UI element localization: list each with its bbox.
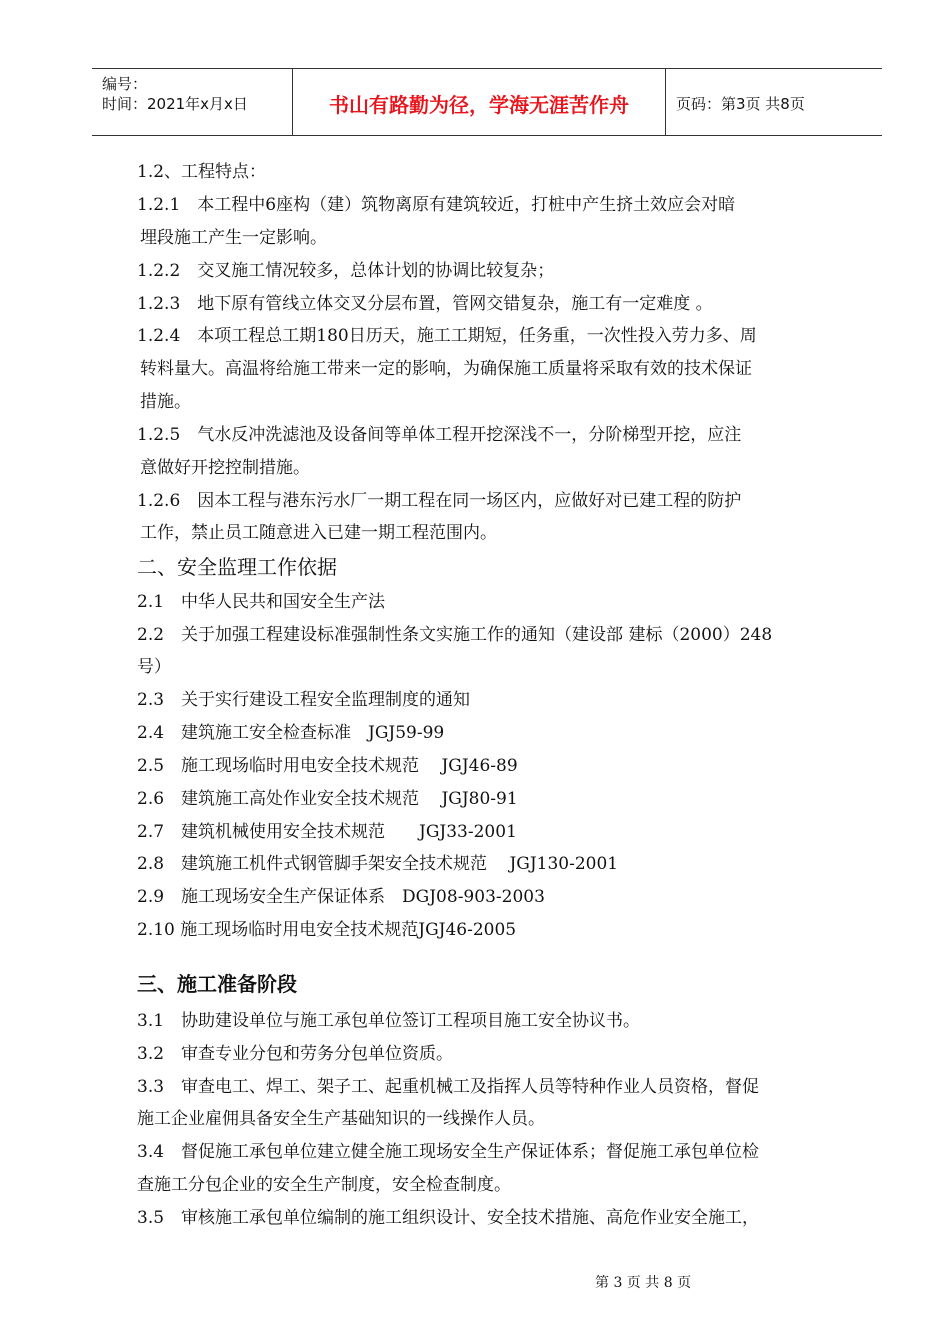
paragraph-1-2-3: 1.2.3 地下原有管线立体交叉分层布置，管网交错复杂，施工有一定难度 。: [137, 294, 713, 314]
paragraph-1-2-4-line-2: 转料量大。高温将给施工带来一定的影响，为确保施工质量将采取有效的技术保证: [140, 359, 752, 379]
item-2-8: 2.8 建筑施工机件式钢管脚手架安全技术规范 JGJ130-2001: [137, 854, 619, 874]
paragraph-1-2-6-line-2: 工作，禁止员工随意进入已建一期工程范围内。: [140, 523, 497, 543]
item-2-3: 2.3 关于实行建设工程安全监理制度的通知: [137, 690, 471, 710]
header-page-cell: [666, 69, 882, 135]
item-2-9: 2.9 施工现场安全生产保证体系 DGJ08-903-2003: [137, 887, 545, 907]
item-2-10: 2.10 施工现场临时用电安全技术规范JGJ46-2005: [137, 920, 517, 940]
item-3-5: 3.5 审核施工承包单位编制的施工组织设计、安全技术措施、高危作业安全施工，: [137, 1208, 760, 1228]
item-2-2-line-1: 2.2 关于加强工程建设标准强制性条文实施工作的通知（建设部 建标（2000）248: [137, 625, 773, 645]
item-2-4: 2.4 建筑施工安全检查标准 JGJ59-99: [137, 723, 445, 743]
paragraph-1-2-1-line-1: 1.2.1 本工程中6座构（建）筑物离原有建筑较近，打桩中产生挤土效应会对暗: [137, 195, 736, 215]
item-3-3-line-1: 3.3 审查电工、焊工、架子工、起重机械工及指挥人员等特种作业人员资格，督促: [137, 1077, 760, 1097]
item-2-7: 2.7 建筑机械使用安全技术规范 JGJ33-2001: [137, 822, 517, 842]
section-2-heading: 二、安全监理工作依据: [137, 555, 337, 579]
serial-number-label: 编号：: [102, 75, 148, 93]
item-3-3-line-2: 施工企业雇佣具备安全生产基础知识的一线操作人员。: [137, 1109, 545, 1129]
paragraph-1-2-5-line-1: 1.2.5 气水反冲洗滤池及设备间等单体工程开挖深浅不一，分阶梯型开挖，应注: [137, 425, 742, 445]
section-1-2-title: 1.2、工程特点：: [137, 162, 267, 182]
item-2-1: 2.1 中华人民共和国安全生产法: [137, 592, 386, 612]
page-header: [92, 68, 882, 136]
item-2-5: 2.5 施工现场临时用电安全技术规范 JGJ46-89: [137, 756, 518, 776]
item-2-6: 2.6 建筑施工高处作业安全技术规范 JGJ80-91: [137, 789, 518, 809]
item-3-2: 3.2 审查专业分包和劳务分包单位资质。: [137, 1044, 454, 1064]
item-3-4-line-1: 3.4 督促施工承包单位建立健全施工现场安全生产保证体系；督促施工承包单位检: [137, 1142, 760, 1162]
paragraph-1-2-4-line-1: 1.2.4 本项工程总工期180日历天，施工工期短，任务重，一次性投入劳力多、周: [137, 326, 757, 346]
header-motto-cell: [293, 69, 666, 135]
time-label: 时间：2021年x月x日: [102, 95, 248, 113]
paragraph-1-2-1-line-2: 埋段施工产生一定影响。: [140, 228, 327, 248]
header-page-number: 页码：第3页 共8页: [676, 95, 805, 113]
item-3-4-line-2: 查施工分包企业的安全生产制度，安全检查制度。: [137, 1175, 511, 1195]
paragraph-1-2-4-line-3: 措施。: [140, 392, 191, 412]
paragraph-1-2-5-line-2: 意做好开挖控制措施。: [140, 458, 310, 478]
paragraph-1-2-2: 1.2.2 交叉施工情况较多，总体计划的协调比较复杂；: [137, 261, 555, 281]
item-3-1: 3.1 协助建设单位与施工承包单位签订工程项目施工安全协议书。: [137, 1011, 641, 1031]
footer-page-number: 第 3 页 共 8 页: [595, 1275, 692, 1291]
paragraph-1-2-6-line-1: 1.2.6 因本工程与港东污水厂一期工程在同一场区内，应做好对已建工程的防护: [137, 491, 742, 511]
item-2-2-line-2: 号）: [137, 657, 171, 677]
section-3-heading: 三、施工准备阶段: [137, 972, 297, 996]
header-info-cell: [92, 69, 293, 135]
motto-text: 书山有路勤为径，学海无涯苦作舟: [329, 93, 629, 117]
